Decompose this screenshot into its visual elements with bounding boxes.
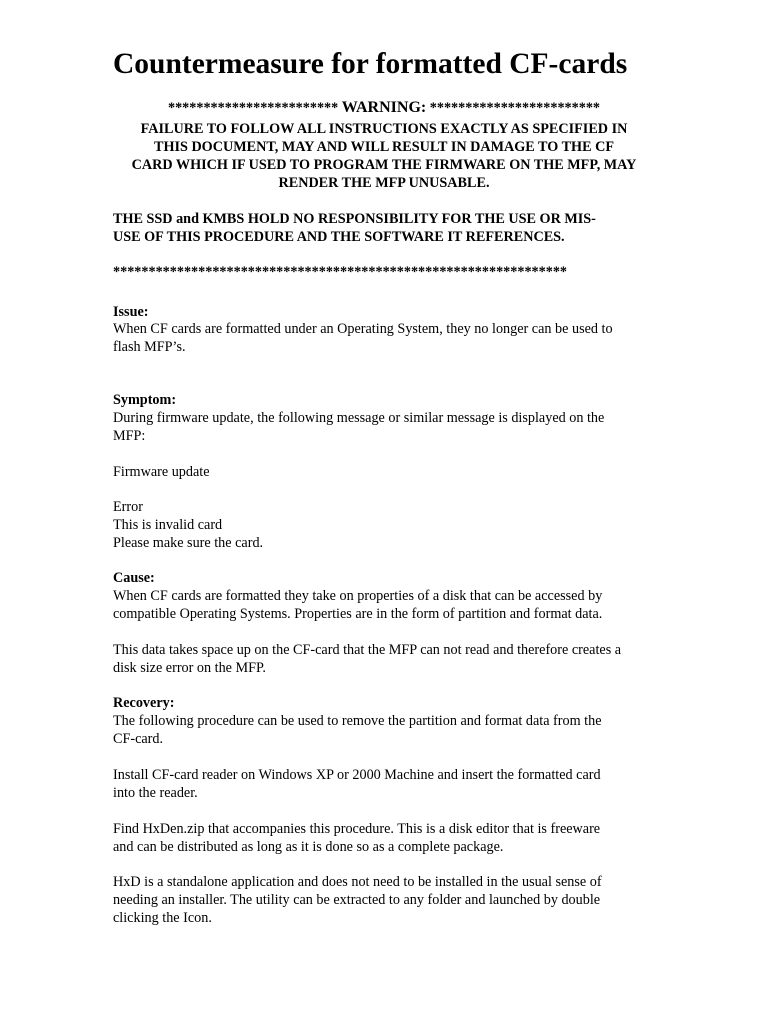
recovery-heading: Recovery: [113, 695, 175, 711]
cause-text-2: This data takes space up on the CF-card that the MFP can not read and therefore creates a disk size error on the MFP. [113, 642, 622, 676]
recovery-text-4: HxD is a standalone application and does not need to be installed in the usual sense of needing an installer. The utility can be extracted to any folder and launched by double clicking the Icon. [113, 874, 602, 926]
warning-banner [113, 99, 655, 117]
symptom-heading: Symptom: [113, 392, 177, 408]
page-title: Countermeasure for formatted CF-cards [113, 48, 628, 80]
warning-liability-notice: THE SSD and KMBS HOLD NO RESPONSIBILITY FOR THE USE OR MIS- USE OF THIS PROCEDURE AND THE SOFTWARE IT REFERENCES. [113, 211, 596, 245]
symptom-message-title: Firmware update [113, 464, 210, 480]
symptom-message-body: Error This is invalid card Please make sure the card. [113, 499, 264, 551]
recovery-text-2: Install CF-card reader on Windows XP or 2000 Machine and insert the formatted card into the reader. [113, 767, 601, 801]
cause-heading: Cause: [113, 570, 155, 586]
recovery-text-3: Find HxDen.zip that accompanies this procedure. This is a disk editor that is freeware and can be distributed as long as it is done so as a complete package. [113, 821, 601, 855]
warning-stars-left: ************************ [167, 100, 339, 116]
cause-text-1: When CF cards are formatted they take on properties of a disk that can be accessed by compatible Operating Systems. Properties are in the form of partition and format data. [113, 588, 603, 622]
issue-text: When CF cards are formatted under an Operating System, they no longer can be used to flash MFP’s. [113, 321, 613, 355]
recovery-text-1: The following procedure can be used to remove the partition and format data from the CF-card. [113, 713, 602, 747]
warning-separator: **************************************************************** [113, 264, 567, 280]
symptom-text: During firmware update, the following message or similar message is displayed on the MFP: [113, 410, 605, 444]
issue-heading: Issue: [113, 304, 149, 320]
warning-damage-notice: FAILURE TO FOLLOW ALL INSTRUCTIONS EXACTLY AS SPECIFIED IN THIS DOCUMENT, MAY AND WILL RESULT IN DAMAGE TO THE CF CARD WHICH IF USED TO PROGRAM THE FIRMWARE ON THE MFP, MAY RENDER THE MFP UNUSABLE. [131, 121, 637, 191]
warning-label: WARNING: [341, 99, 427, 116]
warning-stars-right: ************************ [429, 100, 601, 116]
